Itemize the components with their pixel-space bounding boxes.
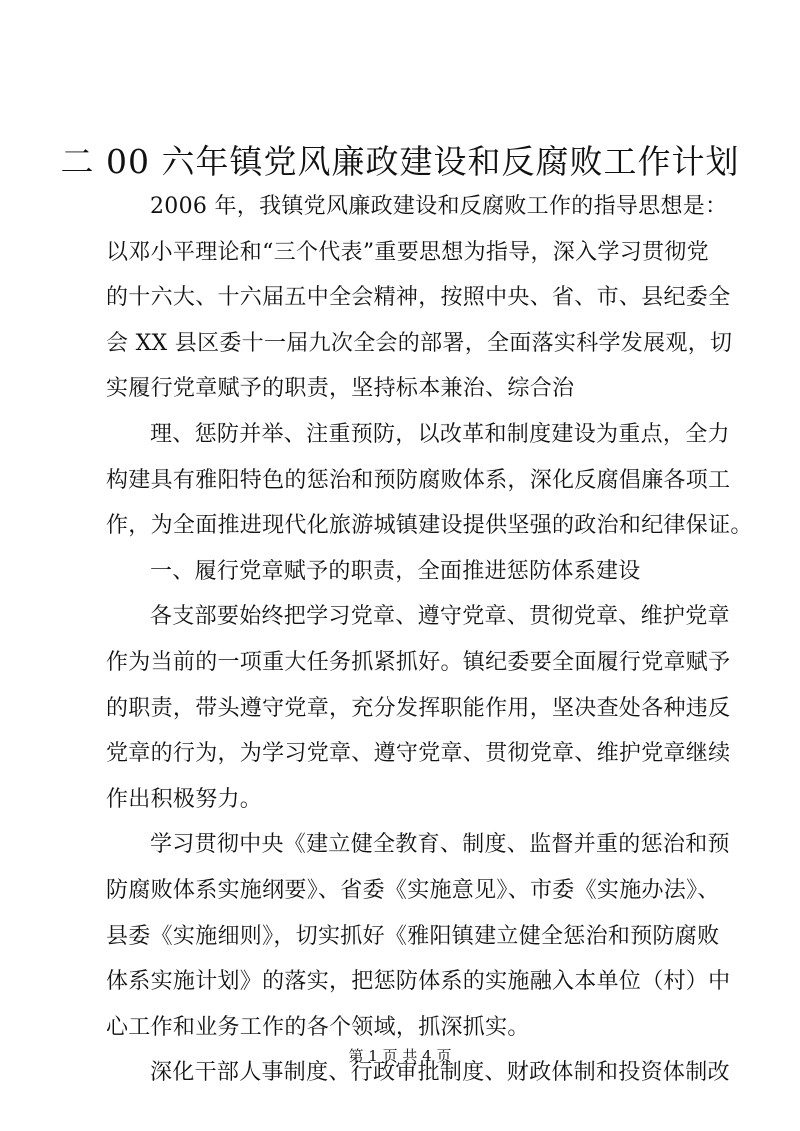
paragraph-line: 以邓小平理论和“三个代表”重要思想为指导，深入学习贯彻党 [106, 239, 709, 265]
paragraph-line: 构建具有雅阳特色的惩治和预防腐败体系，深化反腐倡廉各项工 [106, 467, 731, 493]
paragraph-line: 2006 年，我镇党风廉政建设和反腐败工作的指导思想是： [150, 194, 728, 219]
page-indicator: 第 1 页 共 4 页 [348, 1047, 452, 1065]
paragraph-line: 实履行党章赋予的职责，坚持标本兼治、综合治 [106, 376, 575, 402]
paragraph-line: 县委《实施细则》，切实抓好《雅阳镇建立健全惩治和预防腐败 [106, 923, 720, 949]
paragraph-line: 防腐败体系实施纲要》、省委《实施意见》、市委《实施办法》、 [106, 877, 720, 903]
paragraph-line: 学习贯彻中央《建立健全教育、制度、监督并重的惩治和预 [150, 832, 730, 858]
paragraph-line: 作出积极努力。 [106, 786, 263, 812]
paragraph-line: 心工作和业务工作的各个领域，抓深抓实。 [106, 1014, 530, 1040]
paragraph-line: 党章的行为，为学习党章、遵守党章、贯彻党章、维护党章继续 [106, 741, 731, 767]
document-body [106, 184, 753, 1096]
paragraph-line: 深化干部人事制度、行政审批制度、财政体制和投资体制改 [150, 1060, 730, 1086]
paragraph-line: 的十六大、十六届五中全会精神，按照中央、省、市、县纪委全 [106, 285, 731, 311]
document-title: 二 00 六年镇党风廉政建设和反腐败工作计划 [60, 142, 740, 181]
paragraph-line: 作，为全面推进现代化旅游城镇建设提供坚强的政治和纪律保证。 [106, 513, 753, 539]
paragraph-line: 各支部要始终把学习党章、遵守党章、贯彻党章、维护党章 [150, 604, 730, 630]
paragraph-line: 作为当前的一项重大任务抓紧抓好。镇纪委要全面履行党章赋予 [106, 649, 731, 675]
paragraph-line: 会 XX 县区委十一届九次全会的部署，全面落实科学发展观，切 [106, 330, 733, 356]
paragraph-line: 体系实施计划》的落实，把惩防体系的实施融入本单位（村）中 [106, 969, 731, 995]
paragraph-line: 理、惩防并举、注重预防，以改革和制度建设为重点，全力 [150, 421, 730, 447]
section-heading: 一、履行党章赋予的职责，全面推进惩防体系建设 [150, 558, 641, 584]
paragraph-line: 的职责，带头遵守党章，充分发挥职能作用，坚决查处各种违反 [106, 695, 731, 721]
